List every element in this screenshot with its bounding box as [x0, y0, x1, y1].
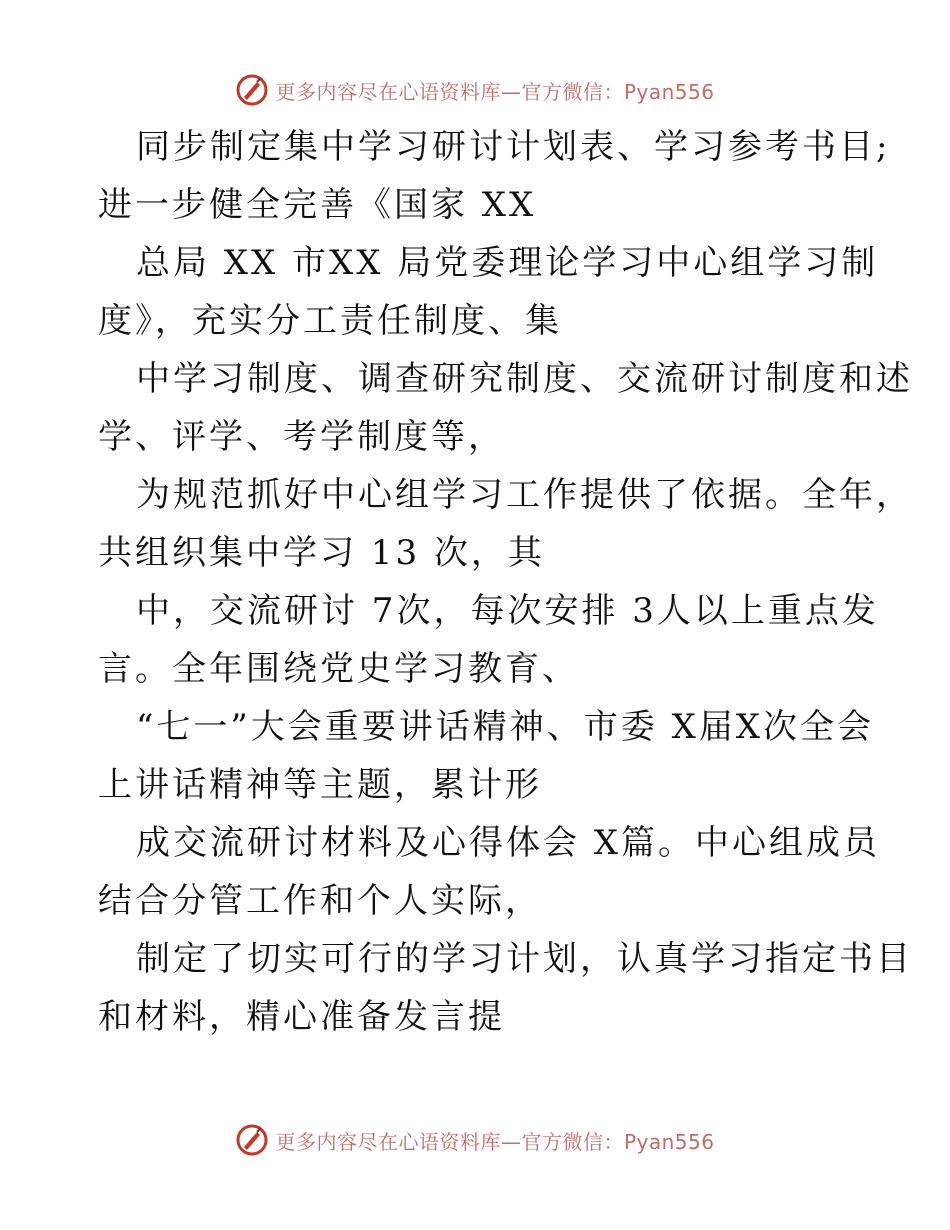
text-line: 为规范抓好中心组学习工作提供了依据。全年， — [136, 475, 913, 515]
header-watermark — [0, 70, 950, 110]
text-line: 制定了切实可行的学习计划，认真学习指定书目 — [136, 939, 913, 979]
text-line: 同步制定集中学习研讨计划表、学习参考书目; — [136, 127, 891, 167]
text-line: 进一步健全完善《国家 XX — [98, 185, 537, 225]
text-line: 度》，充实分工责任制度、集 — [98, 301, 562, 341]
text-line: 结合分管工作和个人实际， — [98, 881, 542, 921]
text-line: 总局 XX 市XX 局党委理论学习中心组学习制 — [136, 243, 879, 283]
text-line: 和材料，精心准备发言提 — [98, 997, 505, 1037]
footer-watermark — [0, 1120, 950, 1160]
watermark-text: 更多内容尽在心语资料库—官方微信：Pyan556 — [275, 1129, 715, 1154]
text-line: 中，交流研讨 7次，每次安排 3人以上重点发 — [136, 591, 879, 631]
text-line: 中学习制度、调查研究制度、交流研讨制度和述 — [136, 359, 913, 399]
document-body — [98, 118, 913, 1046]
text-line: 成交流研讨材料及心得体会 X篇。中心组成员 — [136, 823, 881, 863]
text-line: 上讲话精神等主题，累计形 — [98, 765, 542, 805]
text-line: 言。全年围绕党史学习教育、 — [98, 649, 579, 689]
pen-swirl-logo-icon — [235, 1123, 269, 1157]
watermark-text: 更多内容尽在心语资料库—官方微信：Pyan556 — [275, 79, 715, 104]
text-line: “七一”大会重要讲话精神、市委 X届X次全会 — [136, 707, 874, 747]
text-line: 学、评学、考学制度等， — [98, 417, 505, 457]
text-line: 共组织集中学习 13 次，其 — [98, 533, 545, 573]
pen-swirl-logo-icon — [235, 73, 269, 107]
